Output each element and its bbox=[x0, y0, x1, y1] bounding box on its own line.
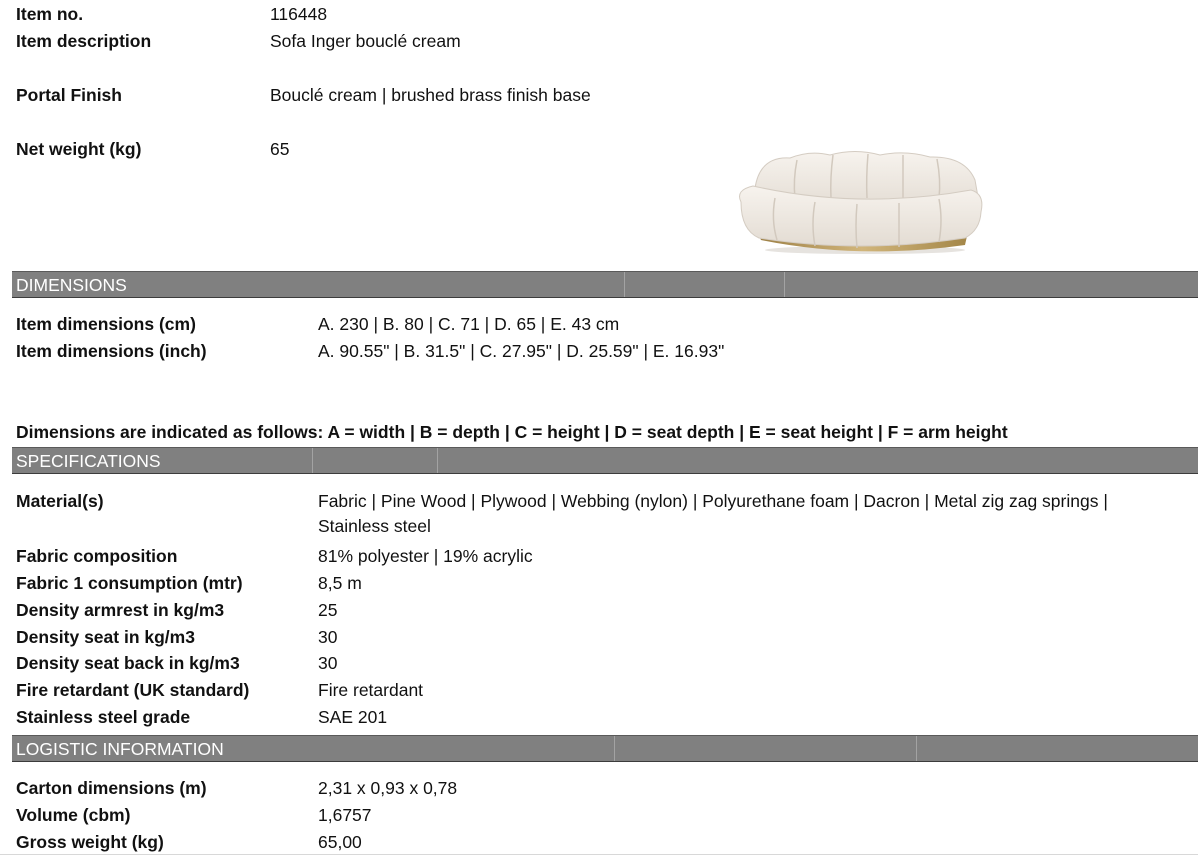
fabric-consumption-value: 8,5 m bbox=[318, 573, 362, 593]
item-dimensions-inch-label: Item dimensions (inch) bbox=[16, 341, 207, 361]
fire-retardant-value: Fire retardant bbox=[318, 680, 424, 700]
sofa-product-image bbox=[735, 150, 985, 255]
density-seat-back-value: 30 bbox=[318, 653, 338, 673]
steel-grade-label: Stainless steel grade bbox=[16, 707, 191, 727]
item-dimensions-inch-value: A. 90.55" | B. 31.5" | C. 27.95" | D. 25.59" | E. 16.93" bbox=[318, 341, 725, 361]
item-dimensions-cm-label: Item dimensions (cm) bbox=[16, 314, 196, 334]
density-seat-label: Density seat in kg/m3 bbox=[16, 627, 195, 647]
fire-retardant-label: Fire retardant (UK standard) bbox=[16, 680, 250, 700]
volume-label: Volume (cbm) bbox=[16, 805, 131, 825]
portal-finish-label: Portal Finish bbox=[16, 85, 122, 105]
dimensions-section-title: DIMENSIONS bbox=[16, 275, 127, 295]
materials-value-line2: Stainless steel bbox=[318, 516, 431, 536]
item-dimensions-cm-value: A. 230 | B. 80 | C. 71 | D. 65 | E. 43 cm bbox=[318, 314, 620, 334]
bottom-border bbox=[0, 854, 1198, 855]
materials-value-line1: Fabric | Pine Wood | Plywood | Webbing (nylon) | Polyurethane foam | Dacron | Metal zig zag springs | bbox=[318, 491, 1108, 511]
dimensions-legend-note: Dimensions are indicated as follows: A = width | B = depth | C = height | D = seat depth | E = seat height | F = arm height bbox=[16, 422, 1008, 442]
density-armrest-value: 25 bbox=[318, 600, 338, 620]
carton-dimensions-value: 2,31 x 0,93 x 0,78 bbox=[318, 778, 458, 798]
logistic-section-title: LOGISTIC INFORMATION bbox=[16, 739, 224, 759]
steel-grade-value: SAE 201 bbox=[318, 707, 388, 727]
volume-value: 1,6757 bbox=[318, 805, 372, 825]
fabric-composition-label: Fabric composition bbox=[16, 546, 178, 566]
gross-weight-value: 65,00 bbox=[318, 832, 362, 852]
specifications-section-bar bbox=[12, 447, 1198, 474]
item-no-value: 116448 bbox=[270, 4, 328, 24]
carton-dimensions-label: Carton dimensions (m) bbox=[16, 778, 207, 798]
net-weight-value: 65 bbox=[270, 139, 290, 159]
dimensions-section-bar bbox=[12, 271, 1198, 298]
fabric-consumption-label: Fabric 1 consumption (mtr) bbox=[16, 573, 243, 593]
density-armrest-label: Density armrest in kg/m3 bbox=[16, 600, 225, 620]
fabric-composition-value: 81% polyester | 19% acrylic bbox=[318, 546, 533, 566]
gross-weight-label: Gross weight (kg) bbox=[16, 832, 164, 852]
density-seat-value: 30 bbox=[318, 627, 338, 647]
logistic-section-bar bbox=[12, 735, 1198, 762]
density-seat-back-label: Density seat back in kg/m3 bbox=[16, 653, 240, 673]
materials-label: Material(s) bbox=[16, 491, 104, 511]
portal-finish-value: Bouclé cream | brushed brass finish base bbox=[270, 85, 591, 105]
net-weight-label: Net weight (kg) bbox=[16, 139, 142, 159]
item-no-label: Item no. bbox=[16, 4, 84, 24]
item-description-value: Sofa Inger bouclé cream bbox=[270, 31, 461, 51]
item-description-label: Item description bbox=[16, 31, 152, 51]
specifications-section-title: SPECIFICATIONS bbox=[16, 451, 161, 471]
